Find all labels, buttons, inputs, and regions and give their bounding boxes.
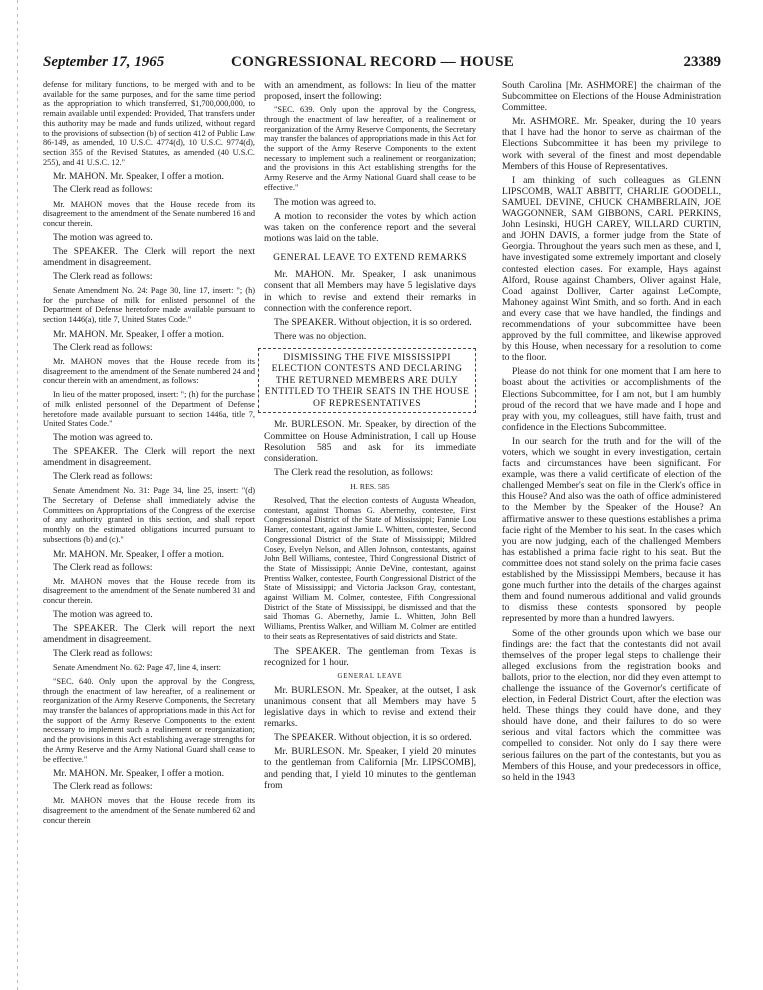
col2-paragraph: The SPEAKER. The gentleman from Texas is recognized for 1 hour. bbox=[264, 645, 476, 668]
col1-paragraph: Mr. MAHON moves that the House recede from its disagreement to the amendment of the Senate numbered 16 and concur therein. bbox=[43, 199, 255, 228]
col1-paragraph: The motion was agreed to. bbox=[53, 232, 153, 243]
col2-paragraph: The SPEAKER. Without objection, it is so ordered. bbox=[274, 732, 472, 744]
col1-paragraph: Mr. MAHON. Mr. Speaker, I offer a motion. bbox=[53, 171, 225, 183]
col2-paragraph: Mr. BURLESON. Mr. Speaker, by direction of the Committee on House Administration, I call up House Resolution 585 and ask for its immediate consideration. bbox=[264, 419, 476, 464]
col2-paragraph: The motion was agreed to. bbox=[274, 196, 377, 208]
col1-paragraph: Mr. MAHON. Mr. Speaker, I offer a motion. bbox=[53, 328, 225, 340]
header-date: September 17, 1965 bbox=[43, 54, 165, 70]
col1-paragraph: The Clerk read as follows: bbox=[53, 782, 153, 793]
section-heading-mississippi-contests: DISMISSING THE FIVE MISSISSIPPI ELECTION CONTESTS AND DECLARING THE RETURNED MEMBERS ARE DULY ENTITLED TO THEIR SEATS IN THE HOUSE OF REPRESENTATIVES bbox=[258, 348, 476, 414]
col2-paragraph: Mr. MAHON. Mr. Speaker, I ask unanimous consent that all Members may have 5 legislative days in which to revise and extend their remarks in connection with the conference report. bbox=[264, 269, 476, 314]
col1-paragraph: The SPEAKER. The Clerk will report the next amendment in disagreement. bbox=[43, 623, 255, 645]
col1-paragraph: defense for military functions, to be merged with and to be available for the same purposes, and for the same time period as the appropriation to which transferred, $1,700,000,000, to remain available until expended: Provided, That transfers under this authority may be made and funds utilized, without regard to the provisions of subsection (b) of section 412 of Public Law 86-149, as amended, 10 U.S.C. 4774(d), 10 U.S.C. 9774(d), section 355 of the Revised Statutes, as amended (40 U.S.C. 255), and 41 U.S.C. 12." bbox=[43, 80, 255, 167]
col3-paragraph: South Carolina [Mr. ASHMORE] the chairman of the Subcommittee on Elections of the House Administration Committee. bbox=[502, 80, 721, 114]
col1-paragraph: Mr. MAHON moves that the House recede from its disagreement to the amendment of the Senate numbered 62 and concur therein bbox=[43, 796, 255, 825]
column-2 bbox=[264, 80, 476, 794]
column-1 bbox=[43, 80, 255, 830]
col3-paragraph: Some of the other grounds upon which we base our findings are: the fact that the contestants did not avail themselves of the proper legal steps to challenge their alleged exclusions from the registration books and ballots, prior to the election, nor did they even attempt to challenge the issuance of the Governor's certificate of election, in Federal District Court, after the election was held. These things they could have done, and they should have done, and their failures to do so were serious and vital factors which the committee was compelled to consider. Not only do I say there were serious failures on the part of the contestants, but you as Members of this House, and your predecessors in office, so held in the 1943 bbox=[502, 627, 721, 783]
col2-paragraph: with an amendment, as follows: In lieu of the matter proposed, insert the following: bbox=[264, 80, 476, 103]
col1-paragraph: Mr. MAHON moves that the House recede from its disagreement to the amendment of the Senate numbered 31 and concur therein. bbox=[43, 576, 255, 606]
col3-paragraph: Please do not think for one moment that I am here to boast about the activities or accomplishments of the Elections Subcommittee, for I am not, but I am humbly proud of the record that we have made and I hope and pray with you, my colleagues, still have faith, trust and confidence in the Elections Subcommittee. bbox=[502, 366, 721, 433]
section-heading-general-leave: GENERAL LEAVE TO EXTEND REMARKS bbox=[273, 251, 467, 263]
col1-paragraph: Mr. MAHON. Mr. Speaker, I offer a motion. bbox=[53, 548, 225, 560]
col1-paragraph: The Clerk read as follows: bbox=[53, 472, 153, 483]
col3-paragraph: I am thinking of such colleagues as GLENN LIPSCOMB, WALT ABBITT, CHARLIE GOODELL, SAMUEL DEVINE, CHUCK CHAMBERLAIN, JOE WAGGONNER, SAM GIBBONS, CARL PERKINS, John Lesinski, HUGH CAREY, WILLARD CURTIN, and JOHN DAVIS, a former judge from the State of Georgia. Throughout the years such men as these, and I, have investigated some extremely important and closely contested election cases. For example, Hays against Alford, Rouse against Chambers, Oliver against Hale, Coad against Dolliver, Carter against LeCompte, Mahoney against Wint Smith, and so forth. And in each and every case that we have handled, the findings and recommendations of your subcommittee have been approved by the full committee, and likewise approved by this House, when necessary for a resolution to come to the floor. bbox=[502, 174, 721, 364]
col1-paragraph: The Clerk read as follows: bbox=[53, 271, 153, 282]
col1-paragraph: The motion was agreed to. bbox=[53, 609, 153, 620]
col1-paragraph: Mr. MAHON. Mr. Speaker, I offer a motion. bbox=[53, 768, 225, 780]
page-edge-rule bbox=[17, 0, 18, 990]
col2-paragraph: The SPEAKER. Without objection, it is so ordered. bbox=[274, 316, 472, 328]
col3-paragraph: In our search for the truth and for the will of the voters, which we sought in every investigation, certain facts and circumstances have been significant. For example, was there a valid certificate of election of the challenged Member's seat on file in the Clerk's office in this House? And also was the oath of office administered to the Member by the Speaker of the House? An affirmative answer to these questions establishes a prima facie right of the Member to his seat. In the cases which you are now judging, each of the challenged Members has established a prima facie right to his seat. But the committee does not stand solely on the prima facie cases established by the Mississippi Members, because it has gone much further into the details of the charges against them and found numerous additional and valid grounds to dismiss these contests sponsored by people represented by more than a hundred lawyers. bbox=[502, 435, 721, 625]
col1-paragraph: In lieu of the matter proposed, insert: "; (h) for the purchase of milk enlisted personnel of the Department of Defense heretofore made available pursuant to section 1446a, title 7, United States Code." bbox=[43, 390, 255, 429]
col2-paragraph: "SEC. 639. Only upon the approval by the Congress, through the enactment of law hereafter, of a realinement or reorganization of the Army Reserve Components, the Secretary may transfer the balances of appropriations made in this Act for the support of the Army Reserve Components to the extent necessary to implement such a realinement or reorganization; and the provisions in this Act establishing strengths for the Army Reserve and the Army National Guard shall cease to be effective." bbox=[264, 105, 476, 192]
col1-paragraph: The Clerk read as follows: bbox=[53, 649, 153, 660]
col1-paragraph: Senate Amendment No. 31: Page 34, line 25, insert: "(d) The Secretary of Defense shall immediately advise the Committees on Appropriations of the Congress of the exercise of any authority granted in this section, and shall report monthly on the estimated obligations incurred pursuant to subsections (b) and (c)." bbox=[43, 486, 255, 544]
col1-paragraph: The SPEAKER. The Clerk will report the next amendment in disagreement. bbox=[43, 246, 255, 268]
page-header bbox=[43, 54, 721, 74]
col1-paragraph: The Clerk read as follows: bbox=[53, 342, 153, 353]
col3-paragraph: Mr. ASHMORE. Mr. Speaker, during the 10 years that I have had the honor to serve as chairman of the Elections Subcommittee it has been my privilege to work with several of the finest and most dependable Members of this House of Representatives. bbox=[502, 116, 721, 172]
col2-paragraph: Mr. BURLESON. Mr. Speaker, at the outset, I ask unanimous consent that all Members may have 5 legislative days in which to revise and extend their remarks. bbox=[264, 684, 476, 730]
col1-paragraph: The Clerk read as follows: bbox=[53, 562, 153, 573]
resolution-text: Resolved, That the election contests of Augusta Wheadon, contestant, against Thomas G. Abernethy, contestee, First Congressional District of the State of Mississippi; Fannie Lou Hamer, contestant, against Jamie L. Whitten, contestee, Second Congressional District of the State of Mississippi; Mildred Cosey, Evelyn Nelson, and Allen Johnson, contestants, against John Bell Williams, contestee, Third Congressional District of the State of Mississippi; Annie DeVine, contestant, against Prentiss Walker, contestee, Fourth Congressional District of the State of Mississippi; and Victoria Jackson Gray, contestant, against William M. Colmer, contestee, Fifth Congressional District of the State of Mississippi, be dismissed and that the said Thomas G. Abernethy, Jamie L. Whitten, John Bell Williams, Prentiss Walker, and William M. Colmer are entitled to their seats as Representatives of said districts and State. bbox=[264, 496, 476, 641]
column-3 bbox=[502, 80, 721, 786]
col1-paragraph: Senate Amendment No. 24: Page 30, line 17, insert: "; (h) for the purchase of milk for enlisted personnel of the Department of Defense heretofore made available pursuant to section 1446(a), title 7, United States Code." bbox=[43, 286, 255, 325]
col1-paragraph: The SPEAKER. The Clerk will report the next amendment in disagreement. bbox=[43, 447, 255, 469]
col2-paragraph: There was no objection. bbox=[274, 330, 367, 342]
col1-paragraph: Senate Amendment No. 62: Page 47, line 4, insert: bbox=[53, 663, 221, 673]
resolution-number: H. RES. 585 bbox=[350, 481, 390, 491]
col2-paragraph: A motion to reconsider the votes by which action was taken on the conference report and the several motions was laid on the table. bbox=[264, 210, 476, 244]
col1-paragraph: The motion was agreed to. bbox=[53, 432, 153, 443]
header-page-number: 23389 bbox=[683, 54, 721, 70]
col2-paragraph: The Clerk read the resolution, as follows: bbox=[274, 466, 434, 478]
header-title: CONGRESSIONAL RECORD — HOUSE bbox=[231, 54, 515, 70]
col1-paragraph: Mr. MAHON moves that the House recede from its disagreement to the amendment of the Senate numbered 24 and concur therein with an amendment, as follows: bbox=[43, 357, 255, 386]
col1-paragraph: The Clerk read as follows: bbox=[53, 185, 153, 196]
col1-paragraph: "SEC. 640. Only upon the approval by the Congress, through the enactment of law hereafter, of a realinement or reorganization of the Army Reserve Components, the Secretary may transfer the balances of appropriations made in this Act for the support of the Army Reserve Components to the extent necessary to implement such a realinement or reorganization; and the provisions in this Act establishing average strengths for the Army Reserve and the Army National Guard shall cease to be effective." bbox=[43, 676, 255, 764]
col2-paragraph: Mr. BURLESON. Mr. Speaker, I yield 20 minutes to the gentleman from California [Mr. LIPSCOMB], and pending that, I yield 10 minutes to the gentleman from bbox=[264, 746, 476, 791]
subheading-general-leave: GENERAL LEAVE bbox=[337, 672, 403, 680]
